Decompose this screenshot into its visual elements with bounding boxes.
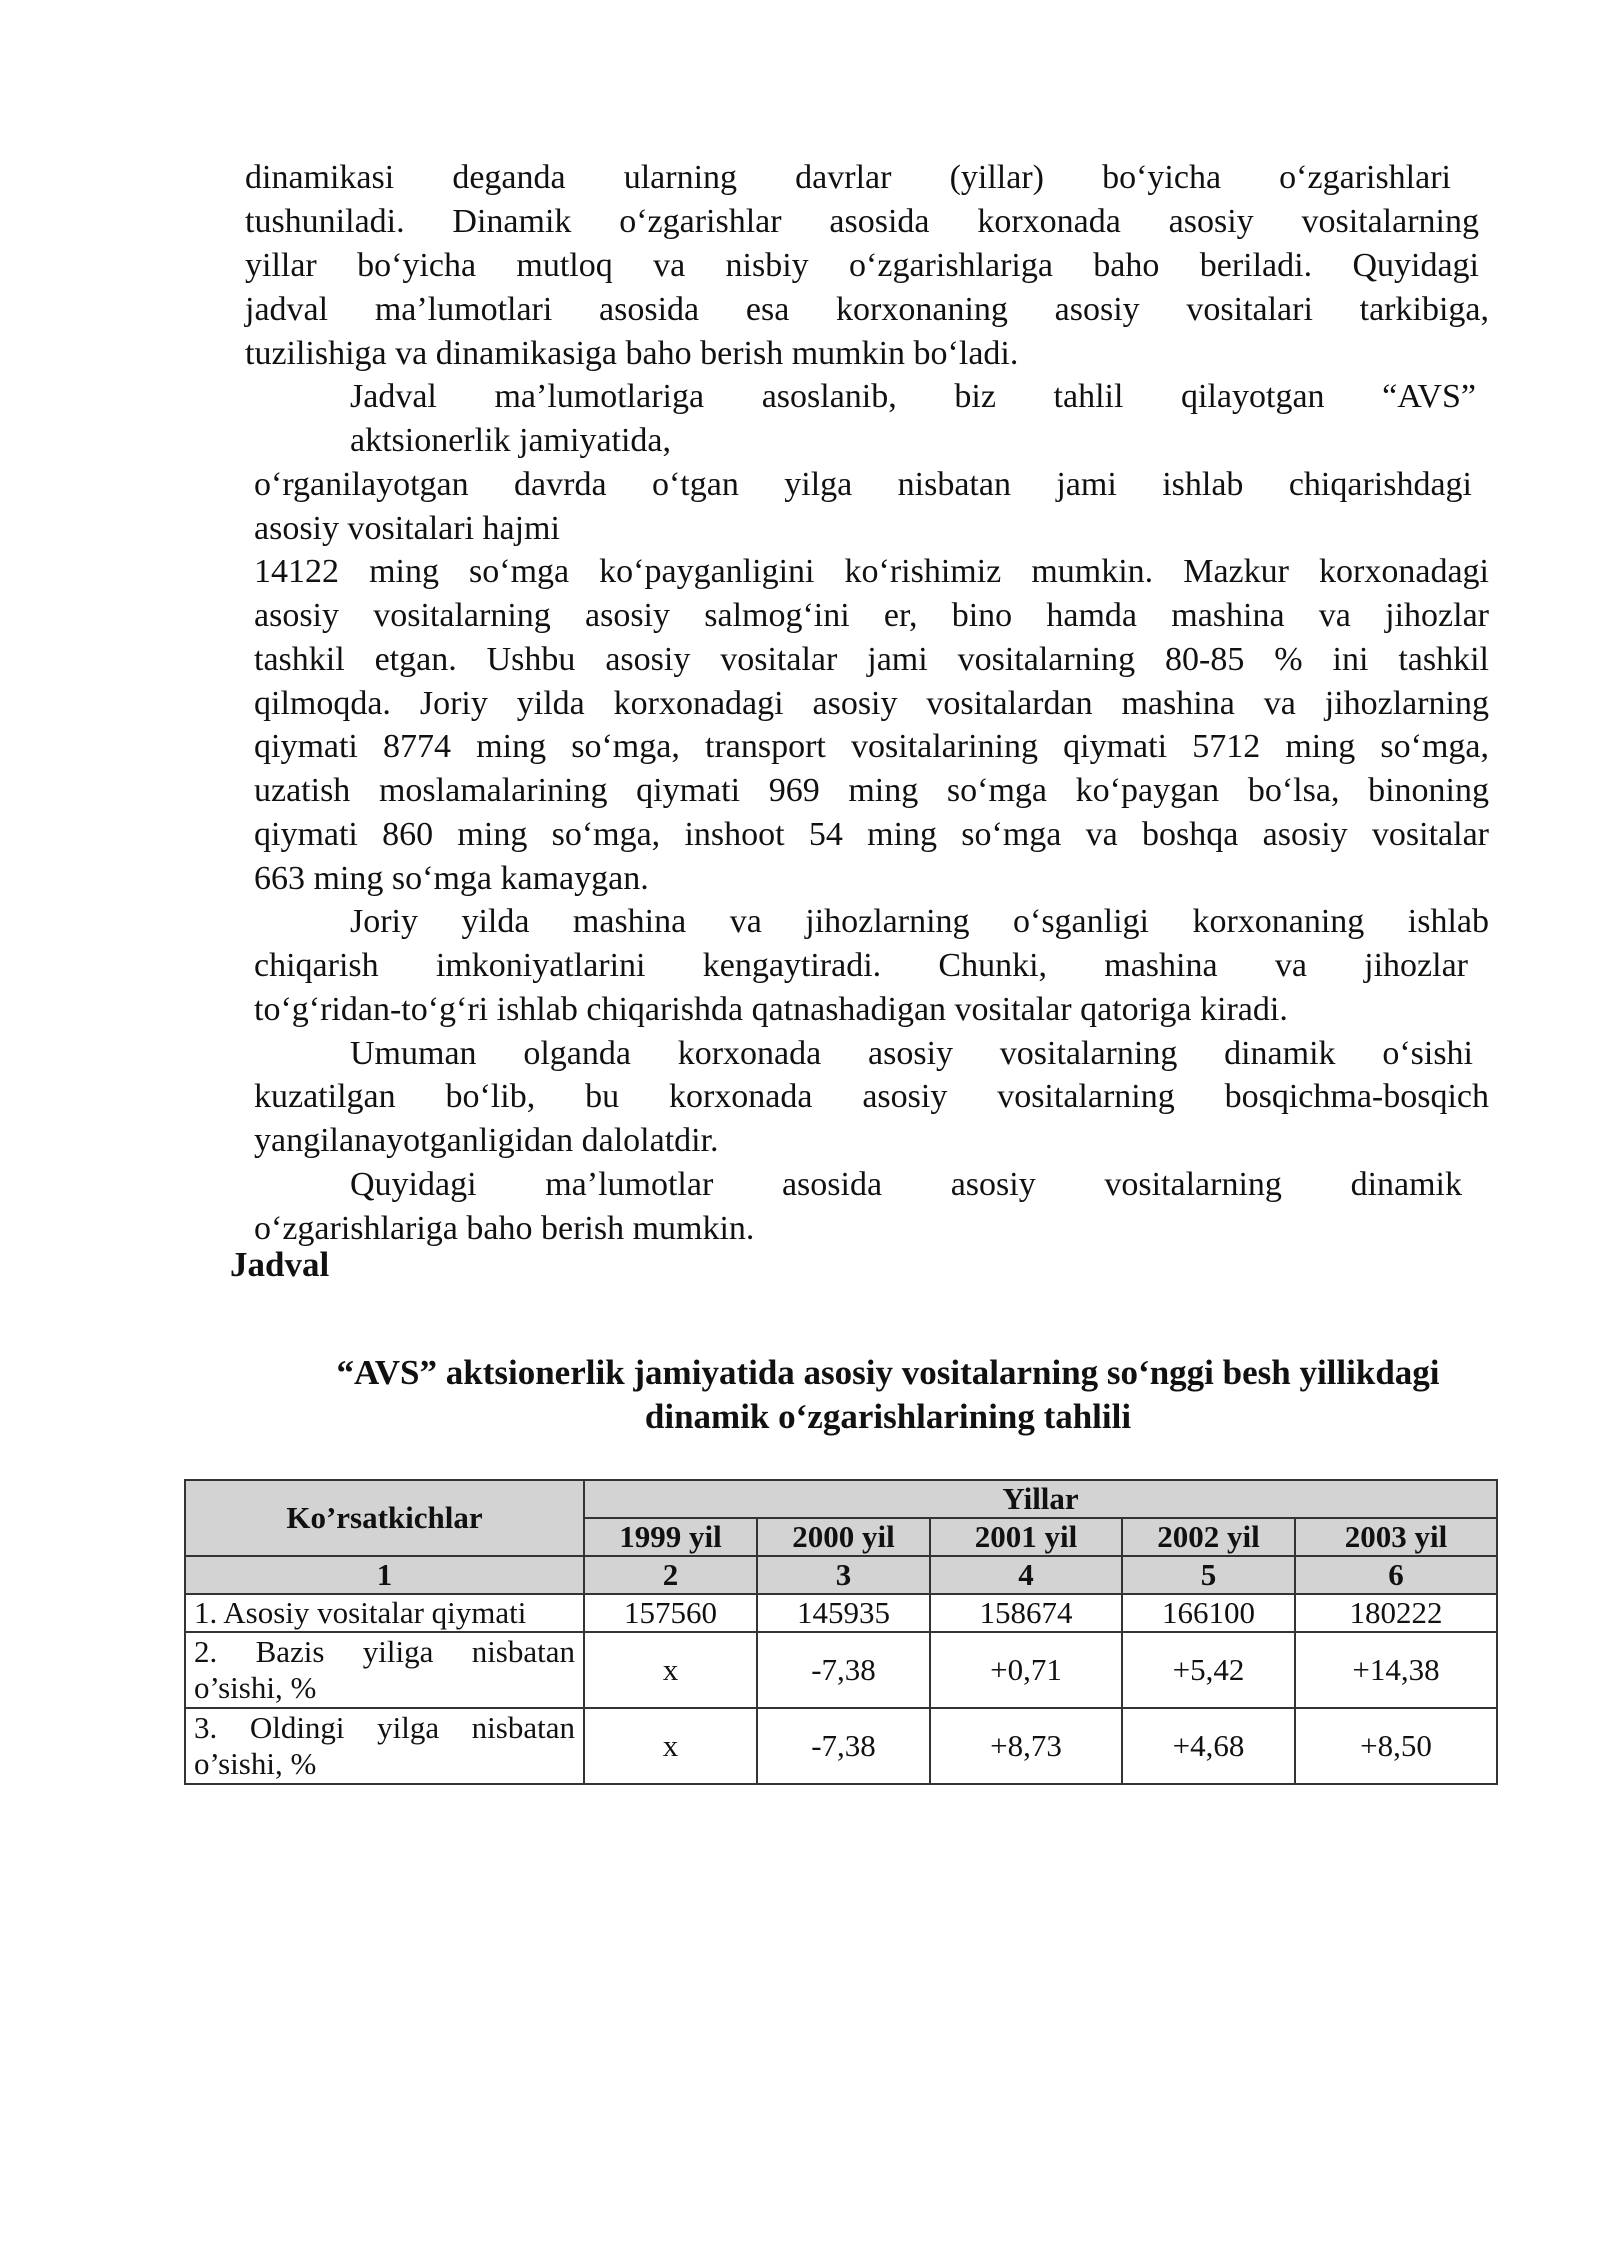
row-label: 3. Oldingi yilga nisbatan o’sishi, % — [185, 1708, 584, 1784]
indicator-header: Ko’rsatkichlar — [185, 1480, 584, 1556]
text-line: uzatish moslamalarining qiymati 969 ming so‘mga ko‘paygan bo‘lsa, binoning — [254, 772, 1489, 809]
text-line: qilmoqda. Joriy yilda korxonadagi asosiy vositalardan mashina va jihozlarning — [254, 685, 1489, 722]
text-line: to‘g‘ridan-to‘g‘ri ishlab chiqarishda qatnashadigan vositalar qatoriga kiradi. — [254, 991, 1288, 1028]
text-line: 14122 ming so‘mga ko‘payganligini ko‘rishimiz mumkin. Mazkur korxonadagi — [254, 553, 1489, 590]
text-line: yillar bo‘yicha mutloq va nisbiy o‘zgarishlariga baho beriladi. Quyidagi — [245, 247, 1479, 284]
text-line: o‘zgarishlariga baho berish mumkin. — [254, 1210, 755, 1247]
column-number: 1 — [185, 1556, 584, 1594]
column-number: 5 — [1122, 1556, 1295, 1594]
table-cell: 166100 — [1122, 1594, 1295, 1632]
text-line: aktsionerlik jamiyatida, — [350, 422, 672, 459]
table-column-numbers-row — [185, 1556, 1497, 1594]
text-line: chiqarish imkoniyatlarini kengaytiradi. Chunki, mashina va jihozlar — [254, 947, 1468, 984]
year-header: 2001 yil — [930, 1518, 1122, 1556]
text-line: kuzatilgan bo‘lib, bu korxonada asosiy vositalarning bosqichma-bosqich — [254, 1078, 1489, 1115]
year-header: 2000 yil — [757, 1518, 930, 1556]
table-row — [185, 1632, 1497, 1708]
column-number: 6 — [1295, 1556, 1497, 1594]
years-header: Yillar — [584, 1480, 1497, 1518]
column-number: 2 — [584, 1556, 757, 1594]
text-line: Umuman olganda korxonada asosiy vositalarning dinamik o‘sishi — [350, 1035, 1473, 1072]
table-cell: +14,38 — [1295, 1632, 1497, 1708]
fixed-assets-table — [184, 1479, 1498, 1785]
text-line: dinamikasi deganda ularning davrlar (yillar) bo‘yicha o‘zgarishlari — [245, 159, 1451, 196]
text-line: Quyidagi ma’lumotlar asosida asosiy vositalarning dinamik — [350, 1166, 1462, 1203]
text-line: tushuniladi. Dinamik o‘zgarishlar asosida korxonada asosiy vositalarning — [245, 203, 1479, 240]
text-line: qiymati 8774 ming so‘mga, transport vositalarining qiymati 5712 ming so‘mga, — [254, 728, 1489, 765]
table-cell: x — [584, 1632, 757, 1708]
text-line: asosiy vositalarning asosiy salmog‘ini er, bino hamda mashina va jihozlar — [254, 597, 1489, 634]
table-cell: 180222 — [1295, 1594, 1497, 1632]
table-title-line-2: dinamik o‘zgarishlarining tahlili — [644, 1397, 1132, 1436]
year-header: 2002 yil — [1122, 1518, 1295, 1556]
section-heading: Jadval — [230, 1245, 330, 1284]
table-cell: -7,38 — [757, 1632, 930, 1708]
table-cell: +5,42 — [1122, 1632, 1295, 1708]
text-line: jadval ma’lumotlari asosida esa korxonaning asosiy vositalari tarkibiga, — [245, 291, 1489, 328]
text-line: qiymati 860 ming so‘mga, inshoot 54 ming so‘mga va boshqa asosiy vositalar — [254, 816, 1489, 853]
text-line: Jadval ma’lumotlariga asoslanib, biz tahlil qilayotgan “AVS” — [350, 378, 1476, 415]
text-line: 663 ming so‘mga kamaygan. — [254, 860, 649, 897]
column-number: 4 — [930, 1556, 1122, 1594]
table-cell: 158674 — [930, 1594, 1122, 1632]
table-row — [185, 1708, 1497, 1784]
text-line: Joriy yilda mashina va jihozlarning o‘sganligi korxonaning ishlab — [350, 903, 1489, 940]
year-header: 1999 yil — [584, 1518, 757, 1556]
column-number: 3 — [757, 1556, 930, 1594]
table-row — [185, 1594, 1497, 1632]
year-header: 2003 yil — [1295, 1518, 1497, 1556]
table-cell: -7,38 — [757, 1708, 930, 1784]
table-cell: +4,68 — [1122, 1708, 1295, 1784]
table-cell: +0,71 — [930, 1632, 1122, 1708]
text-line: o‘rganilayotgan davrda o‘tgan yilga nisbatan jami ishlab chiqarishdagi — [254, 466, 1472, 503]
table-cell: +8,73 — [930, 1708, 1122, 1784]
row-label: 1. Asosiy vositalar qiymati — [185, 1594, 584, 1632]
table-cell: 157560 — [584, 1594, 757, 1632]
text-line: yangilanayotganligidan dalolatdir. — [254, 1122, 719, 1159]
table-header-row — [185, 1480, 1497, 1518]
row-label: 2. Bazis yiliga nisbatan o’sishi, % — [185, 1632, 584, 1708]
table-title-line-1: “AVS” aktsionerlik jamiyatida asosiy vositalarning so‘nggi besh yillikdagi — [336, 1353, 1440, 1392]
text-line: tuzilishiga va dinamikasiga baho berish mumkin bo‘ladi. — [245, 335, 1019, 372]
table-cell: +8,50 — [1295, 1708, 1497, 1784]
text-line: tashkil etgan. Ushbu asosiy vositalar jami vositalarning 80-85 % ini tashkil — [254, 641, 1489, 678]
table-cell: x — [584, 1708, 757, 1784]
table-cell: 145935 — [757, 1594, 930, 1632]
text-line: asosiy vositalari hajmi — [254, 510, 560, 547]
